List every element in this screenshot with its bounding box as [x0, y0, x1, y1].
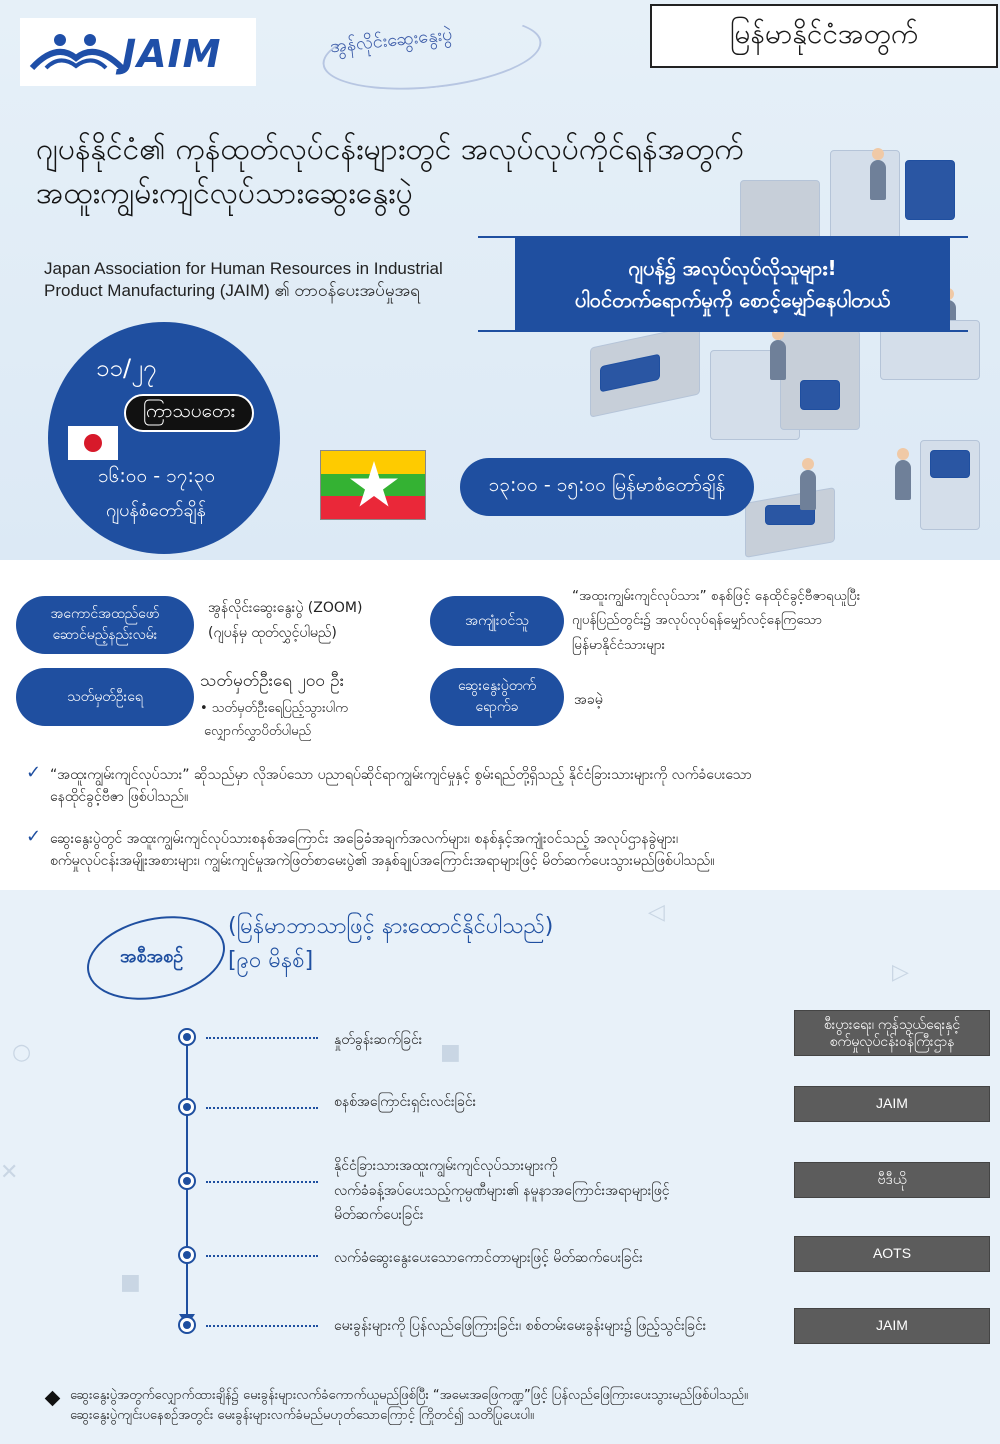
agenda-item-text-line-1: နိုင်ငံခြားသားအထူးကျွမ်းကျင်လုပ်သားများကို — [334, 1158, 558, 1174]
logo-text: JAIM — [122, 32, 222, 76]
timeline-dot — [178, 1098, 196, 1116]
agenda-item-text: စနစ်အကြောင်းရှင်းလင်းခြင်း — [334, 1094, 477, 1110]
fee-label — [430, 668, 564, 726]
agenda-item — [334, 1090, 754, 1115]
note-content-line-2: စက်မှုလုပ်ငန်းအမျိုးအစားများ၊ ကျွမ်းကျင်မှုအကဲဖြတ်စာမေးပွဲ၏ အနှစ်ချုပ်အကြောင်းအရာများဖြင့် မိတ်ဆက်ပေးသွားမည်ဖြစ်ပါသည်။ — [50, 853, 715, 870]
fee-value: အခမဲ့ — [574, 692, 603, 708]
agenda-item-text: နှုတ်ခွန်းဆက်ခြင်း — [334, 1032, 423, 1048]
note-content — [50, 828, 980, 873]
event-date: ၁၁/၂၇ — [96, 354, 157, 382]
agenda-speaker: JAIM — [794, 1086, 990, 1122]
organizer-line-1: Japan Association for Human Resources in Industrial — [44, 259, 443, 278]
agenda-item-text: မေးခွန်းများကို ပြန်လည်ဖြေကြားခြင်း၊ စစ်တမ်းမေးခွန်းများ၌ ဖြည့်သွင်းခြင်း — [334, 1318, 707, 1334]
date-circle — [48, 322, 280, 554]
agenda-speaker — [794, 1010, 990, 1056]
timeline-dot — [178, 1028, 196, 1046]
method-label-line-2: ဆောင်မည့်နည်းလမ်း — [52, 627, 158, 643]
diamond-bullet-icon — [45, 1391, 61, 1407]
agenda-footer-line-2: ဆွေးနွေးပွဲကျင်းပနေစဉ်အတွင်း မေးခွန်းများလက်ခံမည်မဟုတ်သောကြောင့် ကြိုတင်၍ သတိပြုပေးပါ။ — [70, 1408, 534, 1424]
jaim-logo-icon — [26, 18, 126, 86]
agenda-item-text: လက်ခံဆွေးနွေးပေးသောကောင်တာများဖြင့် မိတ်ဆက်ပေးခြင်း — [334, 1250, 643, 1266]
myanmar-flag-icon — [320, 450, 426, 520]
target-label: အကျုံးဝင်သူ — [430, 596, 564, 646]
agenda-label: အစီအစဉ် — [120, 946, 184, 967]
capacity-value-main: သတ်မှတ်ဦးရေ ၂၀၀ ဦး — [200, 671, 345, 691]
agenda-item — [334, 1246, 754, 1271]
myanmar-time: ၁၃:၀၀ - ၁၅:၀၀ မြန်မာစံတော်ချိန် — [460, 458, 754, 516]
method-value-line-1: အွန်လိုင်းဆွေးနွေးပွဲ (ZOOM) — [208, 600, 363, 616]
method-value-line-2: (ဂျပန်မှ ထုတ်လွှင့်ပါမည်) — [208, 625, 337, 642]
square-deco-icon: ■ — [440, 1040, 461, 1065]
agenda-speaker: ဗီဒီယို — [794, 1162, 990, 1198]
target-value-line-2: ဂျပန်ပြည်တွင်း၌ အလုပ်လုပ်ရန်မျှော်လင့်နေကြသော — [572, 612, 822, 629]
online-tag: အွန်လိုင်းဆွေးနွေးပွဲ — [329, 23, 454, 58]
cross-deco-icon: ✕ — [0, 1160, 19, 1185]
triangle-deco-icon: ◁ — [648, 900, 665, 925]
country-tag: မြန်မာနိုင်ငံအတွက် — [650, 4, 998, 68]
target-value — [572, 584, 992, 657]
agenda-item — [334, 1314, 784, 1339]
timeline-dot — [178, 1172, 196, 1190]
method-label-line-1: အကောင်အထည်ဖော် — [50, 606, 160, 622]
method-label — [16, 596, 194, 654]
hero-section — [0, 0, 1000, 560]
agenda-item-text-line-2: လက်ခံခန့်အပ်ပေးသည့်ကုမ္ပဏီများ၏ နမူနာအကြောင်းအရာများဖြင့် — [334, 1182, 670, 1199]
callout-banner — [515, 236, 950, 332]
fee-label-line-1: ဆွေးနွေးပွဲတက် — [457, 678, 537, 694]
agenda-section — [0, 890, 1000, 1444]
agenda-subtitle-line-2: [၉၀ မိနစ်] — [228, 948, 314, 974]
leader-line — [206, 1181, 318, 1183]
triangle-deco-icon: ▷ — [892, 960, 909, 985]
note-content-line-1: ဆွေးနွေးပွဲတွင် အထူးကျွမ်းကျင်လုပ်သားစနစ်အကြောင်း အခြေခံအချက်အလက်များ၊ စနစ်နှင့်အကျုံးဝင်သည့် အလုပ်ဌာနခွဲများ၊ — [50, 831, 679, 847]
capacity-note-line-1: • သတ်မှတ်ဦးရေပြည့်သွားပါက — [200, 700, 348, 716]
banner-line-1: ဂျပန်၌ အလုပ်လုပ်လိုသူများ! — [628, 256, 837, 280]
leader-line — [206, 1255, 318, 1257]
agenda-speaker-line-2: စက်မှုလုပ်ငန်းဝန်ကြီးဌာန — [829, 1033, 955, 1049]
agenda-subtitle — [228, 910, 553, 978]
note-visa-line-2: နေထိုင်ခွင့်ဗီဇာ ဖြစ်ပါသည်။ — [50, 789, 189, 806]
organizer-text — [44, 258, 514, 302]
timeline-dot — [178, 1246, 196, 1264]
japan-time: ၁၆:၀၀ - ၁၇:၃၀ — [98, 465, 216, 487]
check-icon: ✓ — [26, 826, 42, 847]
leader-line — [206, 1325, 318, 1327]
note-visa — [50, 764, 980, 809]
title-line-1: ဂျပန်နိုင်ငံ၏ ကုန်ထုတ်လုပ်ငန်းများတွင် အလုပ်လုပ်ကိုင်ရန်အတွက် — [36, 132, 744, 167]
organizer-line-2: Product Manufacturing (JAIM) ၏ တာဝန်ပေးအပ်မှုအရ — [44, 281, 420, 301]
agenda-footer-note — [70, 1386, 980, 1426]
leader-line — [206, 1037, 318, 1039]
note-visa-line-1: “အထူးကျွမ်းကျင်လုပ်သား” ဆိုသည်မှာ လိုအပ်သော ပညာရပ်ဆိုင်ရာကျွမ်းကျင်မှုနှင့် စွမ်းရည်တို့ရှိသည့် နိုင်ငံခြားသားများကို လက်ခံပေးသော — [50, 767, 752, 783]
agenda-speaker: AOTS — [794, 1236, 990, 1272]
circle-deco-icon: ○ — [12, 1040, 32, 1065]
agenda-speaker: JAIM — [794, 1308, 990, 1344]
target-value-line-3: မြန်မာနိုင်ငံသားများ — [572, 636, 666, 653]
agenda-item — [334, 1028, 754, 1053]
agenda-item — [334, 1154, 754, 1228]
agenda-subtitle-line-1: (မြန်မာဘာသာဖြင့် နားထောင်နိုင်ပါသည်) — [228, 914, 554, 939]
agenda-speaker-line-1: စီးပွားရေး၊ ကုန်သွယ်ရေးနှင့် — [823, 1015, 961, 1032]
capacity-note-line-2: လျှောက်လွှာပိတ်ပါမည် — [204, 723, 312, 739]
event-day: ကြာသပတေး — [124, 394, 254, 432]
fee-label-line-2: ရောက်ခ — [475, 699, 519, 715]
capacity-value — [200, 666, 430, 743]
japan-flag-icon — [68, 426, 118, 460]
agenda-footer-line-1: ဆွေးနွေးပွဲအတွက်လျှောက်ထားချိန်၌ မေးခွန်းများလက်ခံကောက်ယူမည်ဖြစ်ပြီး “အမေးအဖြေကဏ္ဍ”ဖြင့် ပြန်လည်ဖြေကြားပေးသွားမည်ဖြစ်ပါသည်။ — [70, 1388, 748, 1403]
agenda-item-text-line-3: မိတ်ဆက်ပေးခြင်း — [334, 1207, 424, 1223]
square-deco-icon: ■ — [120, 1270, 141, 1295]
info-section — [0, 560, 1000, 890]
japan-timezone: ဂျပန်စံတော်ချိန် — [106, 500, 206, 521]
timeline-dot — [178, 1316, 196, 1334]
banner-line-2: ပါဝင်တက်ရောက်မှုကို စောင့်မျှော်နေပါတယ် — [574, 288, 891, 312]
jaim-logo — [20, 18, 256, 86]
capacity-label: သတ်မှတ်ဦးရေ — [16, 668, 194, 726]
check-icon: ✓ — [26, 762, 42, 783]
method-value — [208, 596, 418, 646]
target-value-line-1: “အထူးကျွမ်းကျင်လုပ်သား” စနစ်ဖြင့် နေထိုင်ခွင့်ဗီဇာရယူပြီး — [572, 588, 861, 604]
leader-line — [206, 1107, 318, 1109]
title-line-2: အထူးကျွမ်းကျင်လုပ်သားဆွေးနွေးပွဲ — [36, 175, 413, 211]
